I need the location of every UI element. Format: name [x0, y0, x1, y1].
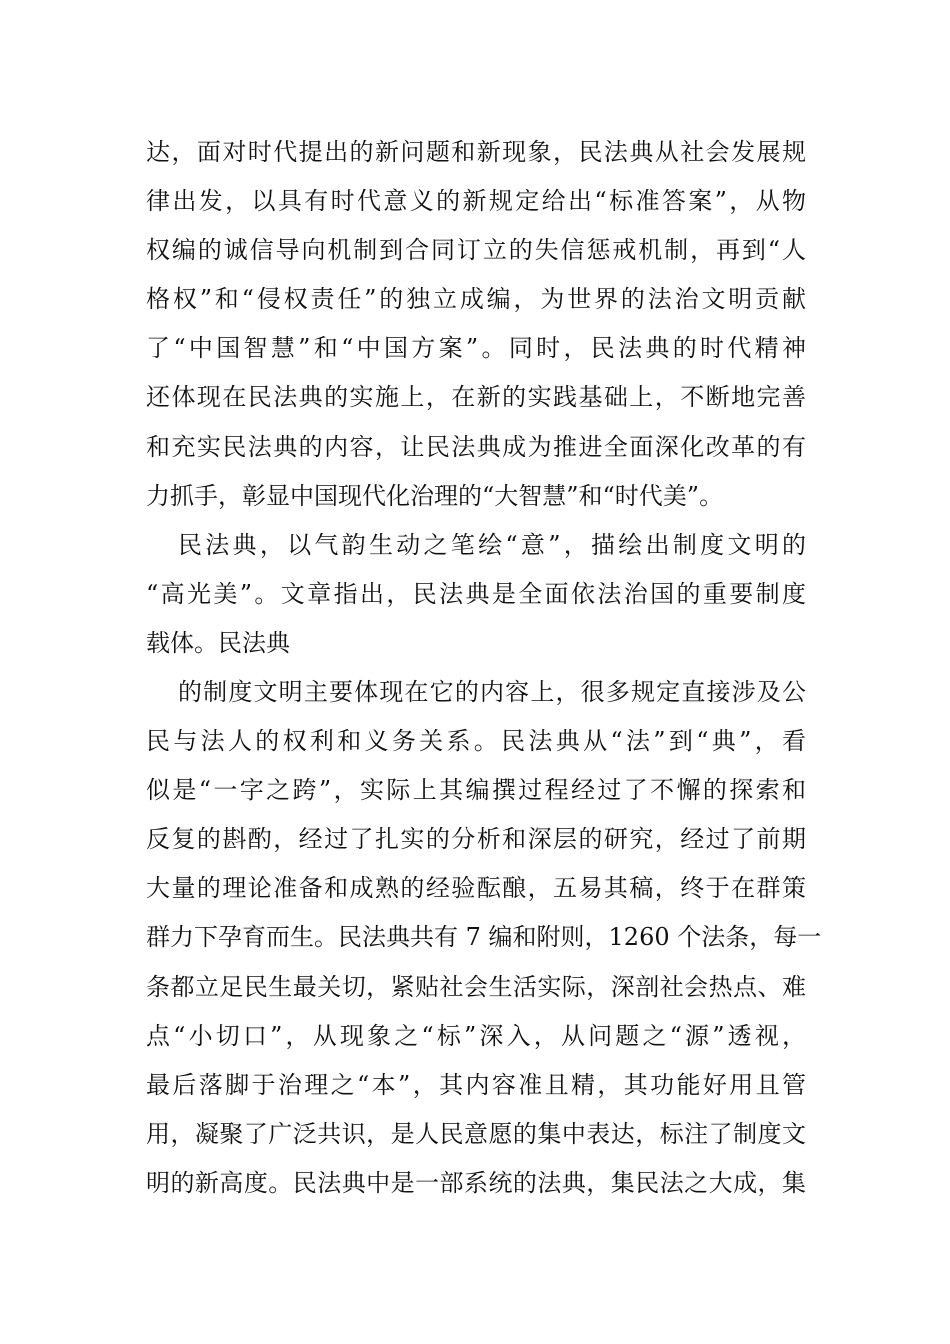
paragraph-3-line: 的制度文明主要体现在它的内容上，很多规定直接涉及公	[178, 678, 806, 706]
paragraph-2-line: 民法典，以气韵生动之笔绘“意”，描绘出制度文明的	[178, 531, 806, 559]
paragraph-3-line: 最后落脚于治理之“本”，其内容准且精，其功能好用且管	[146, 1070, 806, 1099]
paragraph-3-line: 似是“一字之跨”，实际上其编撰过程经过了不懈的探索和	[146, 776, 806, 805]
paragraph-3-line: 反复的斟酌，经过了扎实的分析和深层的研究，经过了前期	[146, 825, 806, 854]
paragraph-1-line: 了“中国智慧”和“中国方案”。同时，民法典的时代精神	[146, 334, 806, 363]
paragraph-3-line: 点“小切口”，从现象之“标”深入，从问题之“源”透视，	[146, 1021, 806, 1050]
paragraph-1-line: 权编的诚信导向机制到合同订立的失信惩戒机制，再到“人	[146, 236, 806, 265]
paragraph-1-line: 格权”和“侵权责任”的独立成编，为世界的法治文明贡献	[146, 285, 806, 314]
paragraph-3-line: 用，凝聚了广泛共识，是人民意愿的集中表达，标注了制度文	[146, 1119, 806, 1148]
paragraph-3-line: 条都立足民生最关切，紧贴社会生活实际，深剖社会热点、难	[146, 972, 806, 1001]
paragraph-2-line: 载体。民法典	[146, 629, 290, 658]
paragraph-3-line: 大量的理论准备和成熟的经验酝酿，五易其稿，终于在群策	[146, 874, 806, 903]
paragraph-1-line: 达，面对时代提出的新问题和新现象，民法典从社会发展规	[146, 138, 806, 166]
paragraph-1-line: 还体现在民法典的实施上，在新的实践基础上，不断地完善	[146, 383, 806, 412]
paragraph-1-line: 律出发，以具有时代意义的新规定给出“标准答案”，从物	[146, 187, 806, 216]
paragraph-3-line: 明的新高度。民法典中是一部系统的法典，集民法之大成，集	[146, 1168, 806, 1197]
paragraph-1	[146, 128, 806, 521]
paragraph-2	[146, 521, 806, 668]
paragraph-3-line: 民与法人的权利和义务关系。民法典从“法”到“典”，看	[146, 727, 806, 756]
paragraph-2-line: “高光美”。文章指出，民法典是全面依法治国的重要制度	[146, 580, 806, 609]
paragraph-3	[146, 668, 822, 1208]
paragraph-3-line: 群力下孕育而生。民法典共有 7 编和附则，1260 个法条，每一	[146, 923, 822, 952]
paragraph-1-line: 力抓手，彰显中国现代化治理的“大智慧”和“时代美”。	[146, 481, 724, 510]
paragraph-1-line: 和充实民法典的内容，让民法典成为推进全面深化改革的有	[146, 432, 806, 461]
